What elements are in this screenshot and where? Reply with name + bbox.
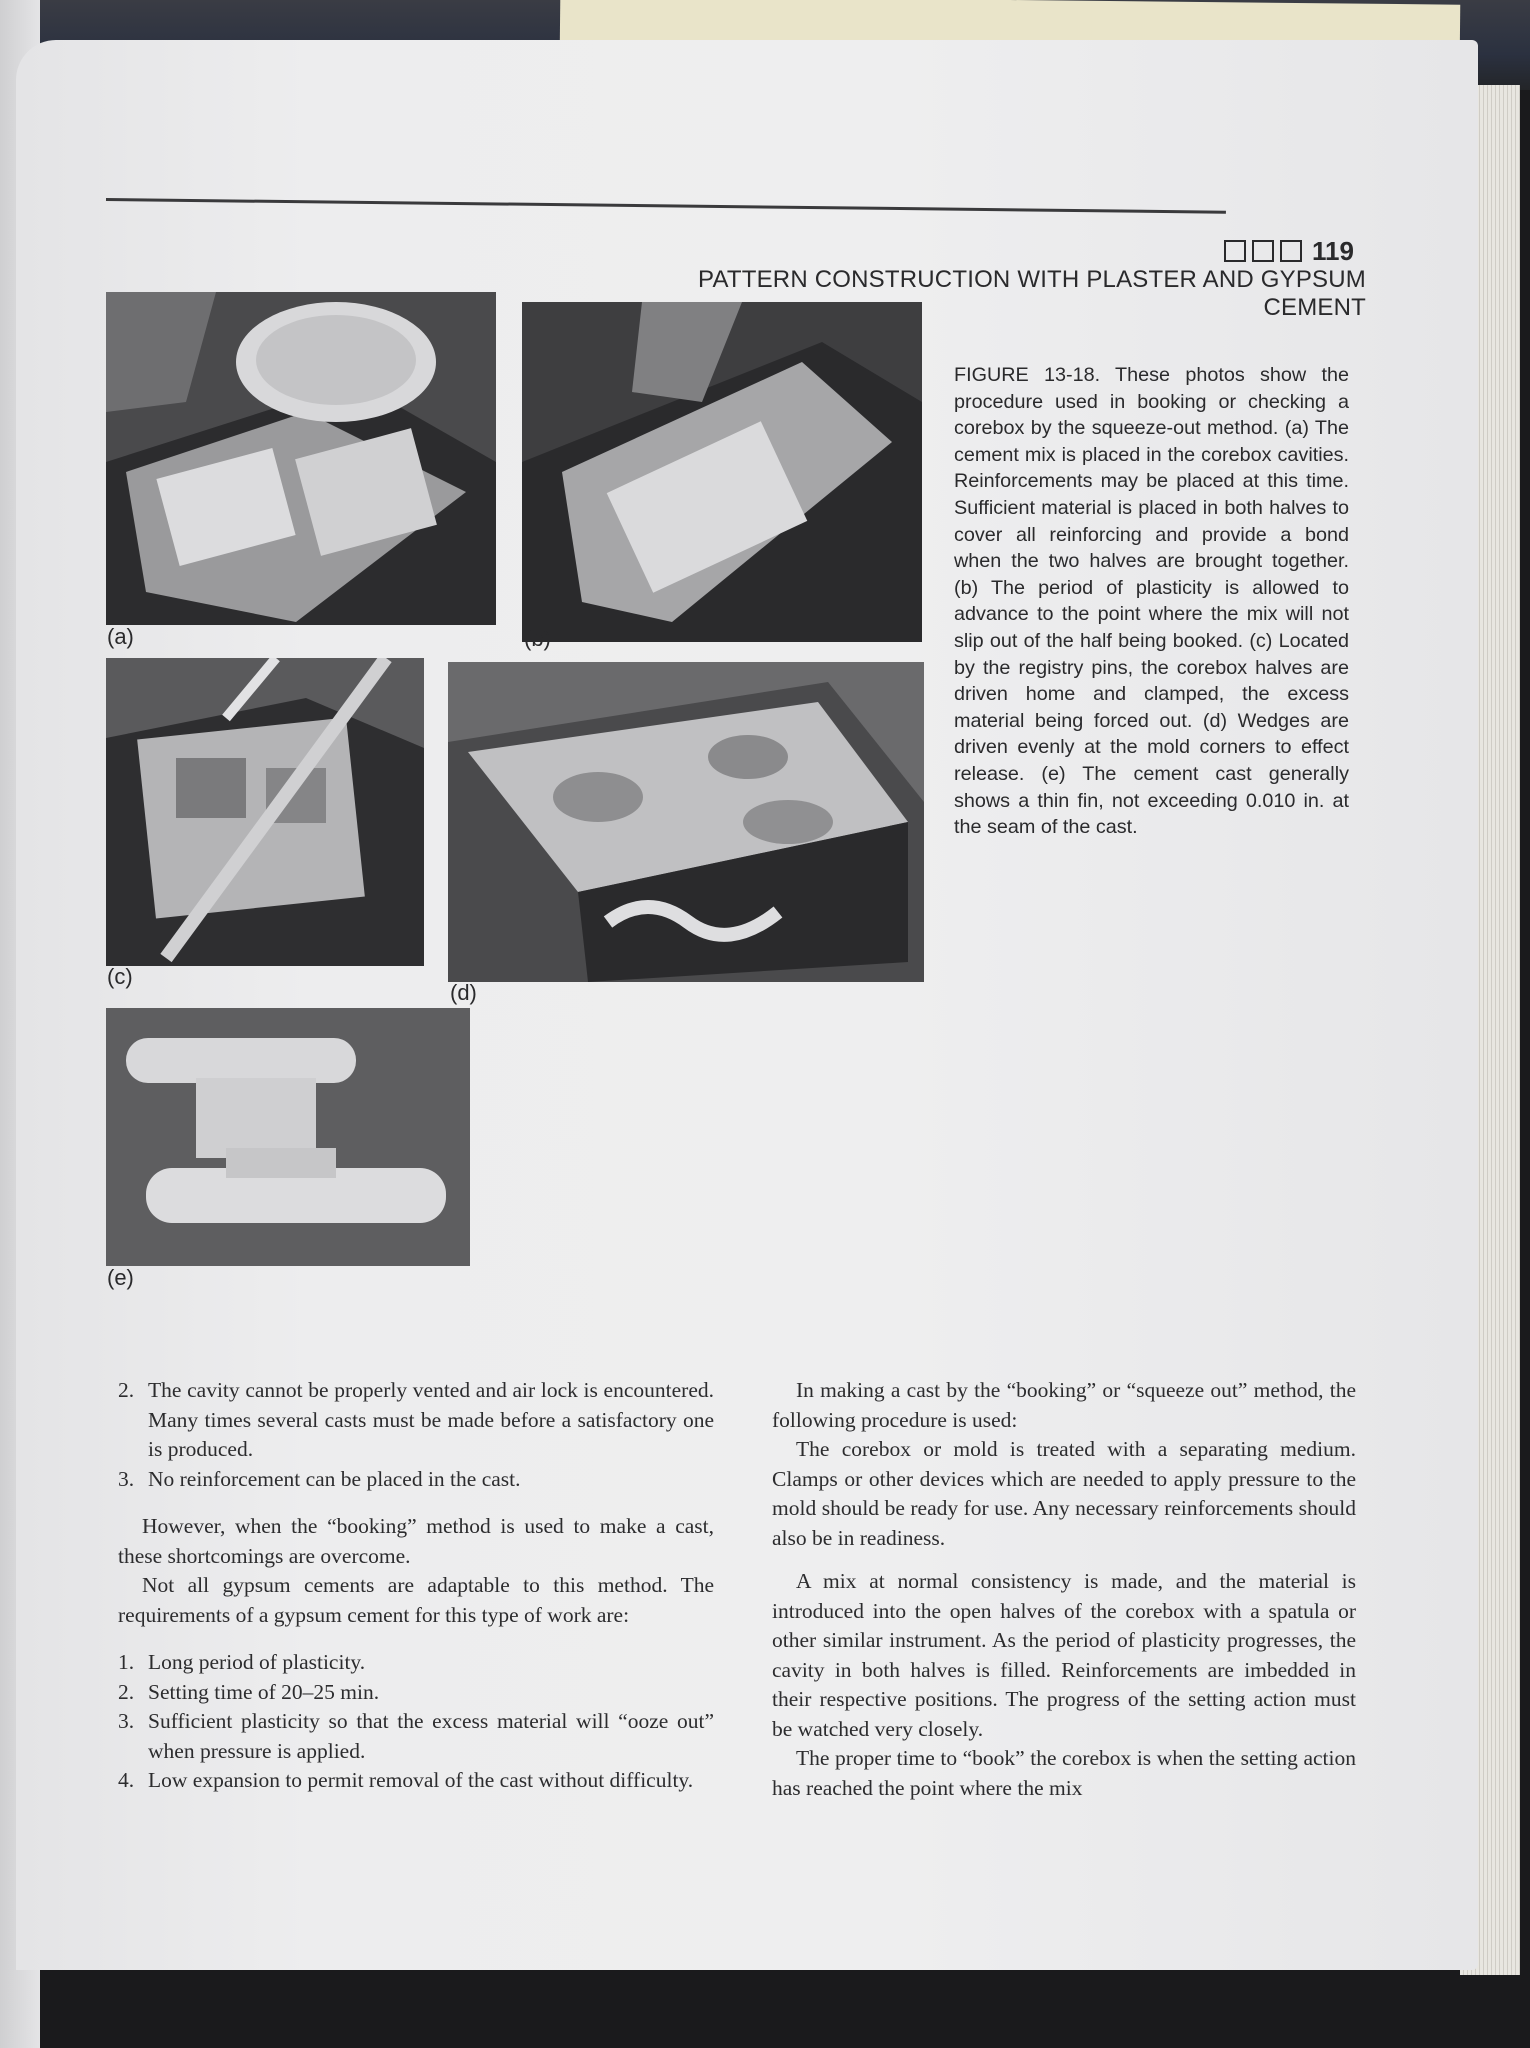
list-item: 3. Sufficient plasticity so that the excess material will “ooze out” when pressure is applied. bbox=[118, 1709, 714, 1763]
list-item: 3. No reinforcement can be placed in the cast. bbox=[118, 1466, 521, 1491]
photo-label-a: (a) bbox=[107, 624, 134, 649]
list-item: 2. Setting time of 20–25 min. bbox=[118, 1679, 380, 1704]
square-icon bbox=[1224, 240, 1246, 262]
left-text-column bbox=[118, 1376, 714, 1796]
book-page bbox=[16, 40, 1478, 1970]
right-text-column bbox=[772, 1376, 1356, 1803]
page-number: 119 bbox=[1312, 236, 1354, 266]
photo-a bbox=[106, 292, 496, 625]
running-head: PATTERN CONSTRUCTION WITH PLASTER AND GYPSUM CEMENT bbox=[698, 266, 1366, 321]
paragraph: The corebox or mold is treated with a separating medium. Clamps or other devices which are needed to apply pressure to the mold should be ready for use. Any necessary reinforcements should also be in readiness. bbox=[772, 1437, 1356, 1550]
list-item: 2. The cavity cannot be properly vented and air lock is encountered. Many times several casts must be made before a satisfactory one is produced. bbox=[118, 1378, 714, 1461]
photo-b bbox=[522, 302, 922, 642]
paragraph: However, when the “booking” method is used to make a cast, these shortcomings are overcome. bbox=[118, 1514, 714, 1568]
header-rule bbox=[106, 198, 1226, 214]
photo-label-b: (b) bbox=[524, 626, 551, 651]
photo-label-c: (c) bbox=[107, 964, 133, 989]
paragraph: A mix at normal consistency is made, and the material is introduced into the open halves of the corebox with a spatula or other similar instrument. As the period of plasticity progresses, the cavity in both halves is filled. Reinforcements are imbedded in their respective positions. The progress of the setting action must be watched very closely. bbox=[772, 1569, 1356, 1741]
paragraph: Not all gypsum cements are adaptable to this method. The requirements of a gypsum cement for this type of work are: bbox=[118, 1573, 714, 1627]
photo-d bbox=[448, 662, 924, 982]
photo-label-d: (d) bbox=[450, 980, 477, 1005]
header-box-ornament bbox=[1224, 240, 1302, 262]
square-icon bbox=[1252, 240, 1274, 262]
shortcomings-list bbox=[118, 1376, 714, 1494]
square-icon bbox=[1280, 240, 1302, 262]
requirements-list bbox=[118, 1648, 714, 1796]
paragraph: In making a cast by the “booking” or “squeeze out” method, the following procedure is used: bbox=[772, 1378, 1356, 1432]
list-item: 4. Low expansion to permit removal of the cast without difficulty. bbox=[118, 1768, 694, 1792]
photo-c bbox=[106, 658, 424, 966]
figure-caption: FIGURE 13-18. These photos show the procedure used in booking or checking a corebox by the squeeze-out method. (a) The cement mix is placed in the corebox cavities. Reinforcements may be placed at this time. Sufficient material is placed in both halves to cover all reinforcing and provide a bond when the two halves are brought together. (b) The period of plasticity is allowed to advance to the point where the mix will not slip out of the half being booked. (c) Located by the registry pins, the corebox halves are driven home and clamped, the excess material being forced out. (d) Wedges are driven evenly at the mold corners to effect release. (e) The cement cast generally shows a thin fin, not exceeding 0.010 in. at the seam of the cast. bbox=[954, 364, 1349, 839]
paragraph: The proper time to “book” the corebox is when the setting action has reached the point where the mix bbox=[772, 1746, 1356, 1800]
photo-e bbox=[106, 1008, 470, 1266]
list-item: 1. Long period of plasticity. bbox=[118, 1650, 366, 1674]
photo-label-e: (e) bbox=[107, 1265, 134, 1290]
